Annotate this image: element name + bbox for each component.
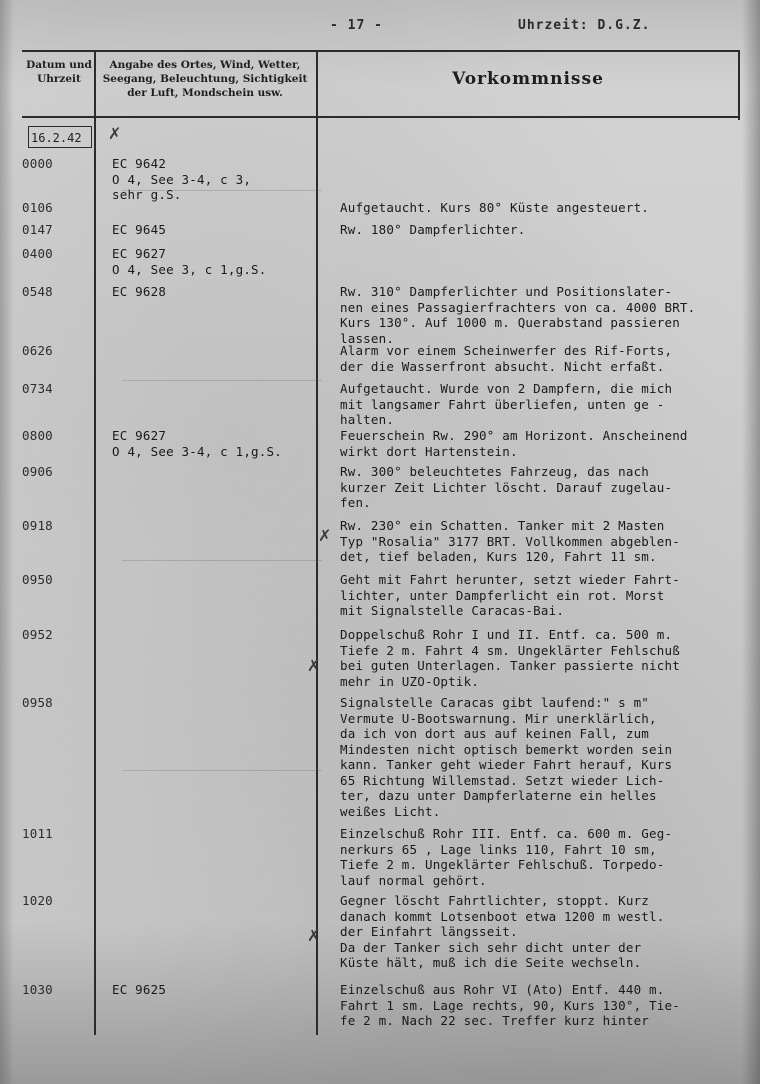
entry-event-line: Tiefe 2 m. Ungeklärter Fehlschuß. Torpedo- <box>340 857 665 872</box>
entry-event-line: mehr in UZO-Optik. <box>340 673 480 689</box>
entry-event-line: 65 Richtung Willemstad. Setzt wieder Lich- <box>340 772 665 788</box>
entry-time: 0958 <box>22 695 53 710</box>
entry-event-line: Gegner löscht Fahrtlichter, stoppt. Kurz <box>340 893 650 908</box>
entry-event-line: mit langsamer Fahrt überliefen, unten ge - <box>340 396 665 412</box>
entry-time: 1011 <box>22 826 53 841</box>
entry-event-line: Tiefe 2 m. Fahrt 4 sm. Ungeklärter Fehlschuß <box>340 642 680 658</box>
entry-event-line: Rw. 310° Dampferlichter und Positionslater- <box>340 284 673 299</box>
entry-event-line: Aufgetaucht. Wurde von 2 Dampfern, die mich <box>340 381 673 396</box>
entry-event-line: wirkt dort Hartenstein. <box>340 443 518 459</box>
column-header-events: Vorkommnisse <box>452 69 604 89</box>
entry-time: 0734 <box>22 381 53 396</box>
entry-event-line: ter, dazu unter Dampferlaterne ein helles <box>340 788 657 803</box>
entry-time: 1020 <box>22 893 53 908</box>
entry-time: 0950 <box>22 572 53 587</box>
entry-event-line: Doppelschuß Rohr I und II. Entf. ca. 500 m. <box>340 627 673 642</box>
entry-event-line: Einzelschuß Rohr III. Entf. ca. 600 m. Geg- <box>340 826 673 841</box>
entry-place-line: EC 9645 <box>112 222 167 237</box>
entry-event-line: der die Wasserfront absucht. Nicht erfaßt. <box>340 358 665 374</box>
page-shadow-left <box>0 0 14 1084</box>
entry-place-line: EC 9642 <box>112 156 167 171</box>
column-divider-1 <box>94 50 96 1035</box>
entry-place-line: EC 9627 <box>112 246 167 261</box>
entry-time: 1030 <box>22 982 53 997</box>
entry-event-line: lichter, unter Dampferlicht ein rot. Morst <box>340 587 665 603</box>
entry-event-line: nen eines Passagierfrachters von ca. 4000 BRT. <box>340 299 696 315</box>
bleed-through-trace <box>122 770 322 771</box>
header-bottom-rule <box>22 116 740 118</box>
entry-event-line: Kurs 130°. Auf 1000 m. Querabstand passieren <box>340 315 680 330</box>
entry-place-line: O 4, See 3, c 1,g.S. <box>112 261 267 277</box>
entry-time: 0800 <box>22 428 53 443</box>
entry-event-line: det, tief beladen, Kurs 120, Fahrt 11 sm. <box>340 549 657 564</box>
entry-event-line: nerkurs 65 , Lage links 110, Fahrt 10 sm, <box>340 841 657 857</box>
entry-event-line: da ich von dort aus auf keinen Fall, zum <box>340 726 650 741</box>
entry-event-line: lassen. <box>340 330 395 346</box>
entry-event-line: Küste hält, muß ich die Seite wechseln. <box>340 955 642 970</box>
entry-place-line: sehr g.S. <box>112 187 182 202</box>
entry-event-line: Alarm vor einem Scheinwerfer des Rif-Forts, <box>340 343 673 358</box>
entry-time: 0147 <box>22 222 53 237</box>
entry-event-line: Typ "Rosalia" 3177 BRT. Vollkommen abgeblen- <box>340 533 680 549</box>
column-divider-3 <box>738 50 740 120</box>
entry-event-line: Mindesten nicht optisch bemerkt worden sein <box>340 741 673 757</box>
entry-event-line: Einzelschuß aus Rohr VI (Ato) Entf. 440 m. <box>340 982 665 997</box>
entry-event-line: Feuerschein Rw. 290° am Horizont. Anscheinend <box>340 428 688 443</box>
entry-event-line: Rw. 180° Dampferlichter. <box>340 222 526 237</box>
entry-time: 0000 <box>22 156 53 171</box>
entry-event-line: Vermute U-Bootswarnung. Mir unerklärlich, <box>340 710 657 726</box>
entry-event-line: Geht mit Fahrt herunter, setzt wieder Fahrt- <box>340 572 680 587</box>
entry-event-line: fe 2 m. Nach 22 sec. Treffer kurz hinter <box>340 1013 650 1028</box>
check-mark-icon: ✗ <box>307 926 321 945</box>
column-header-place: Angabe des Ortes, Wind, Wetter, Seegang, Beleuchtung, Sichtigkeit der Luft, Mondschein usw. <box>102 59 308 99</box>
entry-time: 0918 <box>22 518 53 533</box>
entry-event-line: der Einfahrt längsseit. <box>340 924 518 939</box>
page-shadow-right <box>742 0 760 1084</box>
entry-event-line: fen. <box>340 495 371 510</box>
page-number: - 17 - <box>330 18 383 33</box>
time-zone-label: Uhrzeit: D.G.Z. <box>518 18 651 33</box>
entry-event-line: Aufgetaucht. Kurs 80° Küste angesteuert. <box>340 200 650 215</box>
entry-time: 0952 <box>22 627 53 642</box>
table-top-rule <box>22 50 740 52</box>
entry-time: 0906 <box>22 464 53 479</box>
entry-time: 0400 <box>22 246 53 261</box>
entry-event-line: bei guten Unterlagen. Tanker passierte nicht <box>340 658 680 673</box>
entry-event-line: danach kommt Lotsenboot etwa 1200 m westl. <box>340 908 665 924</box>
entry-event-line: Da der Tanker sich sehr dicht unter der <box>340 939 642 955</box>
entry-event-line: kurzer Zeit Lichter löscht. Darauf zugelau- <box>340 479 673 495</box>
entry-event-line: lauf normal gehört. <box>340 872 487 888</box>
entry-time: 0626 <box>22 343 53 358</box>
check-mark-icon: ✗ <box>318 526 332 545</box>
entry-place-line: EC 9627 <box>112 428 167 443</box>
column-header-date: Datum und Uhrzeit <box>26 59 92 85</box>
entry-place-line: O 4, See 3-4, c 1,g.S. <box>112 443 282 459</box>
entry-event-line: Signalstelle Caracas gibt laufend:" s m" <box>340 695 650 710</box>
entry-time: 0106 <box>22 200 53 215</box>
bleed-through-trace <box>122 380 322 381</box>
bleed-through-trace <box>122 560 322 561</box>
entry-place-line: EC 9628 <box>112 284 167 299</box>
entry-event-line: Rw. 230° ein Schatten. Tanker mit 2 Masten <box>340 518 665 533</box>
entry-time: 0548 <box>22 284 53 299</box>
entry-event-line: mit Signalstelle Caracas-Bai. <box>340 603 565 618</box>
log-date: 16.2.42 <box>28 126 92 148</box>
entry-event-line: halten. <box>340 412 395 427</box>
entry-event-line: Fahrt 1 sm. Lage rechts, 90, Kurs 130°, Tie- <box>340 997 680 1013</box>
check-mark-icon: ✗ <box>307 656 321 675</box>
entry-event-line: kann. Tanker geht wieder Fahrt herauf, Kurs <box>340 757 673 772</box>
check-mark-icon: ✗ <box>108 124 122 143</box>
log-table <box>22 50 740 1035</box>
entry-event-line: weißes Licht. <box>340 803 441 819</box>
entry-event-line: Rw. 300° beleuchtetes Fahrzeug, das nach <box>340 464 650 479</box>
entry-place-line: EC 9625 <box>112 982 167 997</box>
entry-place-line: O 4, See 3-4, c 3, <box>112 171 252 187</box>
